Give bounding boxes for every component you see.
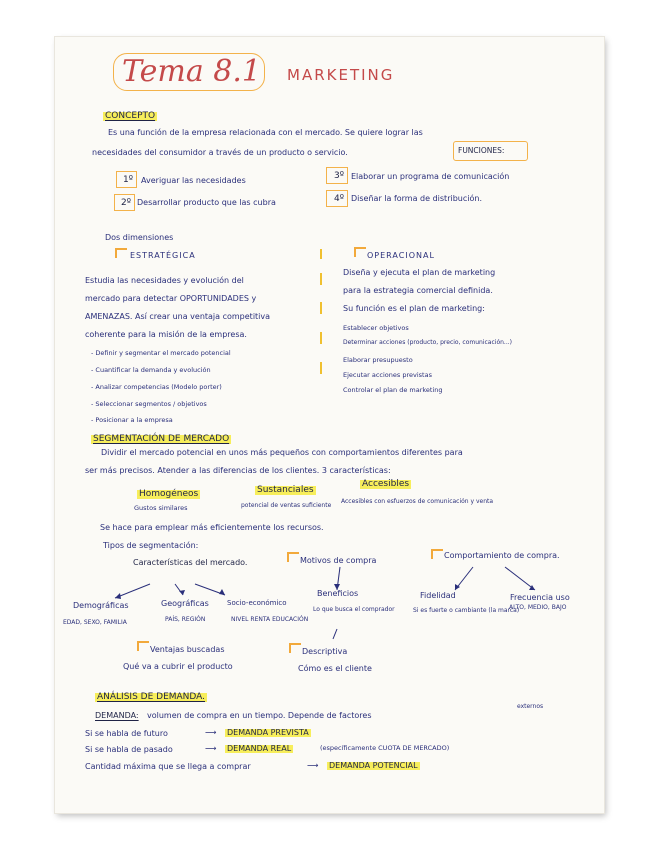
- operacional-line-2: para la estrategia comercial definida.: [343, 286, 493, 295]
- concepto-text-1: Es una función de la empresa relacionada con el mercado. Se quiere lograr las: [108, 128, 423, 137]
- demanda-potencial: DEMANDA POTENCIAL: [329, 761, 418, 770]
- estrategica-bullet-4: - Seleccionar segmentos / objetivos: [91, 400, 207, 408]
- operacional-bullet-3: Elaborar presupuesto: [343, 356, 413, 364]
- demograficas-desc: EDAD, SEXO, FAMILIA: [63, 619, 127, 626]
- estrategica-line-2: mercado para detectar OPORTUNIDADES y: [85, 294, 257, 303]
- tipo-motivos-label: Motivos de compra: [300, 556, 377, 565]
- fidelidad-desc: Si es fuerte o cambiante (la marca): [413, 607, 520, 614]
- funcion-4-num: 4º: [334, 194, 344, 204]
- demanda-max-text: Cantidad máxima que se llega a comprar: [85, 762, 251, 771]
- caracteristica-3-title: Accesibles: [362, 479, 410, 489]
- descriptiva-desc: Cómo es el cliente: [298, 664, 372, 673]
- geograficas-desc: PAÍS, REGIÓN: [165, 616, 206, 623]
- demanda-pasado-text: Si se habla de pasado: [85, 745, 173, 754]
- demanda-futuro-text: Si se habla de futuro: [85, 729, 168, 738]
- estrategica-bullet-1: - Definir y segmentar el mercado potencial: [91, 349, 231, 357]
- socioeconomico-desc: NIVEL RENTA EDUCACIÓN: [231, 616, 309, 623]
- operacional-bullet-4: Ejecutar acciones previstas: [343, 371, 432, 379]
- caracteristica-1-title: Homogéneos: [139, 489, 199, 499]
- segmentacion-heading: SEGMENTACIÓN DE MERCADO: [93, 434, 230, 444]
- fidelidad-title: Fidelidad: [420, 591, 456, 600]
- demanda-futuro-arrow: ⟶: [205, 728, 217, 737]
- demograficas-title: Demográficas: [73, 601, 129, 610]
- demanda-heading: ANÁLISIS DE DEMANDA.: [97, 692, 206, 702]
- estrategica-line-3: AMENAZAS. Así crear una ventaja competitiva: [85, 312, 271, 321]
- demanda-real-note: (específicamente CUOTA DE MERCADO): [320, 744, 450, 752]
- frecuencia-title: Frecuencia uso: [510, 593, 570, 602]
- estrategica-bullet-3: - Analizar competencias (Modelo porter): [91, 383, 222, 391]
- funcion-2-text: Desarrollar producto que las cubra: [137, 198, 276, 207]
- ventajas-title: Ventajas buscadas: [150, 645, 225, 654]
- marketing-title: MARKETING: [287, 66, 395, 84]
- tema-title: Tema 8.1: [122, 54, 262, 89]
- estrategica-line-1: Estudia las necesidades y evolución del: [85, 276, 244, 285]
- operacional-label: OPERACIONAL: [367, 251, 435, 260]
- socioeconomico-title: Socio-económico: [227, 599, 287, 607]
- caracteristica-2-title: Sustanciales: [257, 485, 314, 495]
- funcion-4-text: Diseñar la forma de distribución.: [351, 194, 482, 203]
- estrategica-label: ESTRATÉGICA: [130, 251, 196, 260]
- operacional-bullet-1: Establecer objetivos: [343, 324, 409, 332]
- ventajas-desc: Qué va a cubrir el producto: [123, 662, 233, 671]
- demanda-prevista: DEMANDA PREVISTA: [227, 728, 309, 737]
- funciones-label: FUNCIONES:: [458, 146, 505, 155]
- funcion-1-num: 1º: [123, 175, 133, 185]
- estrategica-bullet-2: - Cuantificar la demanda y evolución: [91, 366, 211, 374]
- beneficios-desc: Lo que busca el comprador: [313, 606, 395, 613]
- estrategica-bullet-5: - Posicionar a la empresa: [91, 416, 173, 424]
- descriptiva-bracket: [289, 643, 301, 653]
- operacional-bullet-5: Controlar el plan de marketing: [343, 386, 443, 394]
- operacional-bullet-2: Determinar acciones (producto, precio, comunicación...): [343, 339, 512, 346]
- descriptiva-title: Descriptiva: [302, 647, 348, 656]
- caracteristica-3-desc: Accesibles con esfuerzos de comunicación y venta: [341, 498, 494, 505]
- concepto-heading: CONCEPTO: [105, 111, 156, 121]
- demanda-real: DEMANDA REAL: [227, 744, 292, 753]
- beneficios-title: Beneficios: [317, 589, 359, 598]
- funcion-1-text: Averiguar las necesidades: [141, 176, 246, 185]
- demanda-max-arrow: ⟶: [307, 761, 319, 770]
- geograficas-title: Geográficas: [161, 599, 209, 608]
- notebook-page: [55, 37, 604, 813]
- operacional-line-1: Diseña y ejecuta el plan de marketing: [343, 268, 496, 277]
- ventajas-bracket: [137, 641, 149, 651]
- segmentacion-efficiency: Se hace para emplear más eficientemente los recursos.: [100, 523, 324, 532]
- funcion-2-num: 2º: [121, 198, 131, 208]
- caracteristica-1-desc: Gustos similares: [134, 504, 188, 512]
- demanda-pasado-arrow: ⟶: [205, 744, 217, 753]
- operacional-line-3: Su función es el plan de marketing:: [343, 304, 485, 313]
- segmentacion-line-1: Dividir el mercado potencial en unos más pequeños con comportamientos diferentes para: [101, 448, 463, 457]
- estrategica-line-4: coherente para la misión de la empresa.: [85, 330, 247, 339]
- demanda-def-label: DEMANDA:: [95, 711, 139, 720]
- funcion-3-num: 3º: [334, 171, 344, 181]
- tipo-comportamiento-label: Comportamiento de compra.: [444, 551, 560, 560]
- demanda-externos: externos: [517, 703, 544, 710]
- demanda-def-text: volumen de compra en un tiempo. Depende de factores: [147, 711, 372, 720]
- tipo-caracteristicas-label: Características del mercado.: [133, 558, 248, 567]
- caracteristica-2-desc: potencial de ventas suficiente: [241, 502, 332, 509]
- funcion-3-text: Elaborar un programa de comunicación: [351, 172, 510, 181]
- dimensiones-intro: Dos dimensiones: [105, 233, 174, 242]
- frecuencia-desc: ALTO, MEDIO, BAJO: [509, 604, 567, 611]
- concepto-text-2: necesidades del consumidor a través de un producto o servicio.: [92, 148, 348, 157]
- segmentacion-line-2: ser más precisos. Atender a las diferencias de los clientes. 3 características:: [85, 466, 391, 475]
- tipos-label: Tipos de segmentación:: [103, 541, 199, 550]
